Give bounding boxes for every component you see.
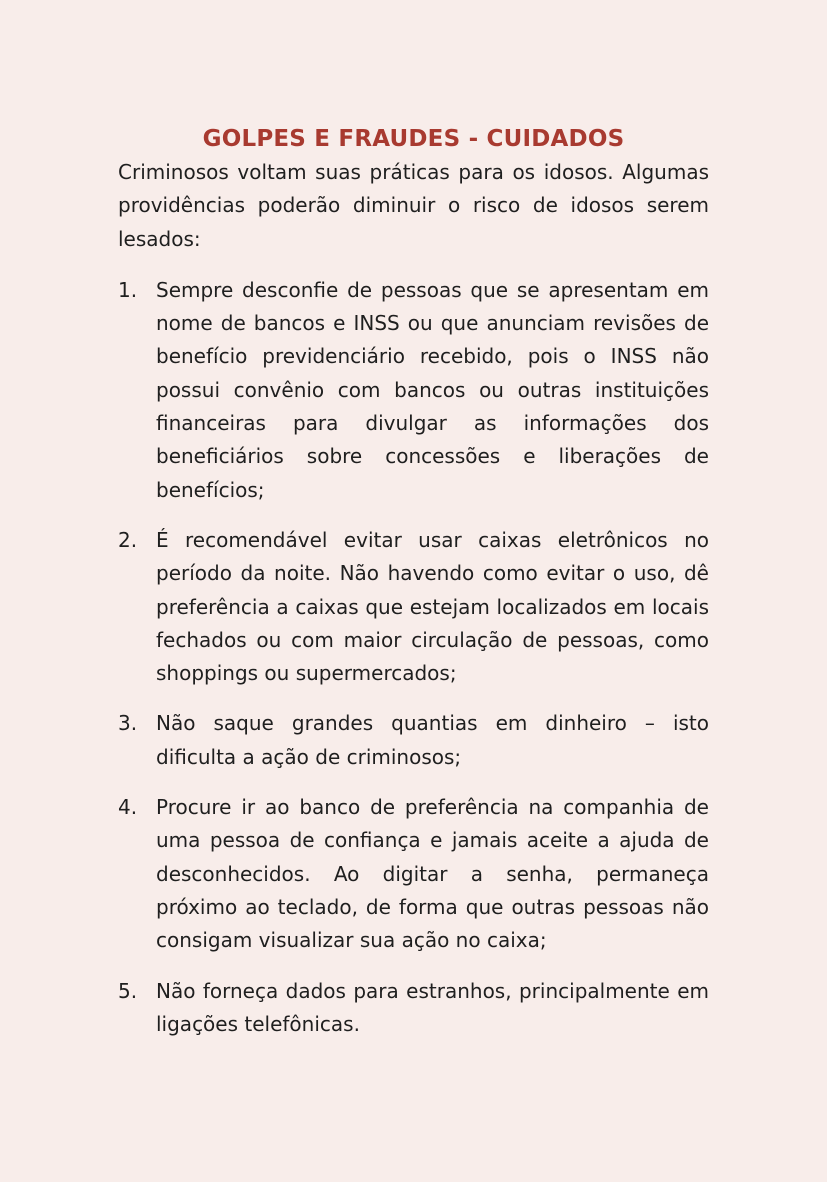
list-item-number: 1.	[118, 277, 138, 302]
document-page	[118, 122, 709, 1058]
list-item-text: Sempre desconfie de pessoas que se apresentam em nome de bancos e INSS ou que anunciam revisões de benefício previdenciário recebido, pois o INSS não possui convênio com bancos ou outras instituições financeiras para divulgar as informações dos beneficiários sobre concessões e liberações de benefícios;	[156, 277, 709, 502]
list-item	[118, 524, 709, 690]
list-item	[118, 707, 709, 774]
list-item-number: 3.	[118, 711, 138, 736]
list-item-number: 2.	[118, 527, 138, 552]
list-item-text: É recomendável evitar usar caixas eletrônicos no período da noite. Não havendo como evitar o uso, dê preferência a caixas que estejam localizados em locais fechados ou com maior circulação de pessoas, como shoppings ou supermercados;	[156, 527, 709, 686]
intro-paragraph: Criminosos voltam suas práticas para os idosos. Algumas providências poderão diminuir o risco de idosos serem lesados:	[118, 160, 709, 251]
list-item-text: Não forneça dados para estranhos, principalmente em ligações telefônicas.	[156, 978, 709, 1036]
list-item	[118, 274, 709, 507]
list-item-number: 5.	[118, 978, 138, 1003]
tips-list	[118, 274, 709, 1041]
list-item	[118, 791, 709, 957]
page-title: GOLPES E FRAUDES - CUIDADOS	[202, 126, 625, 152]
list-item	[118, 975, 709, 1042]
list-item-text: Não saque grandes quantias em dinheiro – isto dificulta a ação de criminosos;	[156, 711, 709, 769]
list-item-number: 4.	[118, 795, 138, 820]
list-item-text: Procure ir ao banco de preferência na companhia de uma pessoa de confiança e jamais aceite a ajuda de desconhecidos. Ao digitar a senha, permaneça próximo ao teclado, de forma que outras pessoas não consigam visualizar sua ação no caixa;	[156, 795, 709, 953]
